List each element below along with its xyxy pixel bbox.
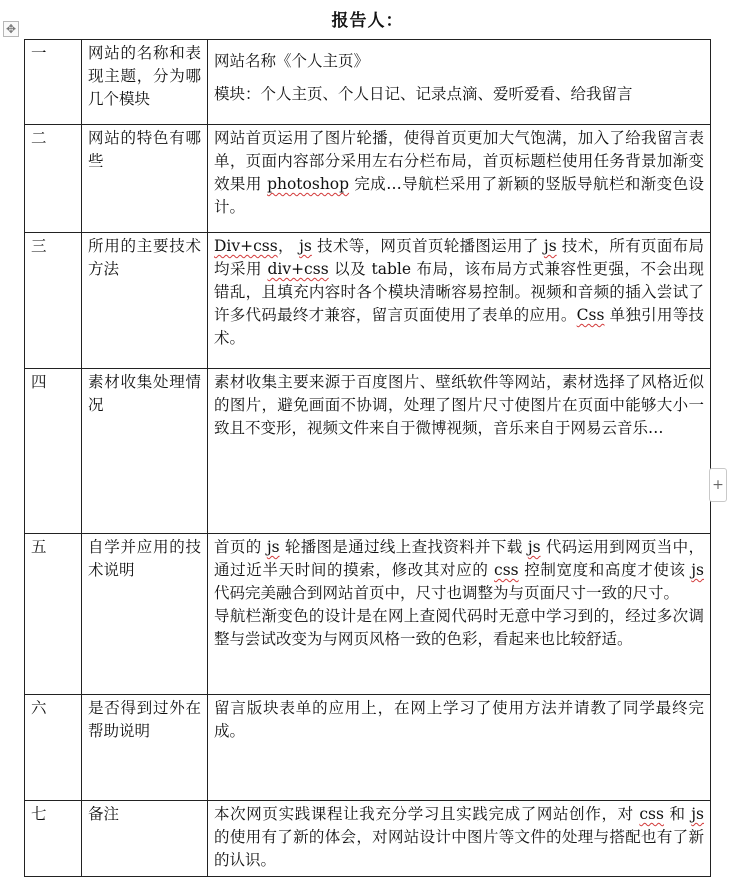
table-row <box>25 534 711 695</box>
report-table <box>24 39 711 877</box>
row-content: 本次网页实践课程让我充分学习且实践完成了网站创作，对 css 和 js 的使用有了新的体会，对网站设计中图片等文件的处理与搭配也有了新的认识。 <box>208 801 711 877</box>
content-paragraph: 模块：个人主页、个人日记、记录点滴、爱听爱看、给我留言 <box>214 85 633 103</box>
row-content: 素材收集主要来源于百度图片、壁纸软件等网站，素材选择了风格近似的图片，避免画面不协调，处理了图片尺寸使图片在页面中能够大小一致且不变形，视频文件来自于微博视频，音乐来自于网易云音乐… <box>208 369 711 534</box>
content-paragraph: 导航栏渐变色的设计是在网上查阅代码时无意中学习到的，经过多次调整与尝试改变为与网页风格一致的色彩，看起来也比较舒适。 <box>214 607 704 648</box>
row-number: 一 <box>25 40 82 125</box>
row-number: 五 <box>25 534 82 695</box>
table-row <box>25 125 711 233</box>
table-row <box>25 233 711 369</box>
table-row <box>25 695 711 801</box>
row-number: 六 <box>25 695 82 801</box>
table-row <box>25 40 711 125</box>
row-content: 留言版块表单的应用上，在网上学习了使用方法并请教了同学最终完成。 <box>208 695 711 801</box>
row-label: 备注 <box>82 801 208 877</box>
row-number: 七 <box>25 801 82 877</box>
row-number: 三 <box>25 233 82 369</box>
row-label: 是否得到过外在帮助说明 <box>82 695 208 801</box>
row-number: 四 <box>25 369 82 534</box>
content-paragraph: 首页的 js 轮播图是通过线上查找资料并下载 js 代码运用到网页当中，通过近半天时间的摸索，修改其对应的 css 控制宽度和高度才使该 js 代码完美融合到网站首页中，尺寸也调整为与页面尺寸一致的尺寸。 <box>214 538 704 602</box>
row-content <box>208 534 711 695</box>
table-row <box>25 369 711 534</box>
row-label: 所用的主要技术方法 <box>82 233 208 369</box>
row-content <box>208 40 711 125</box>
row-label: 网站的名称和表现主题，分为哪几个模块 <box>82 40 208 125</box>
row-number: 二 <box>25 125 82 233</box>
table-row <box>25 801 711 877</box>
row-content: Div+css， js 技术等，网页首页轮播图运用了 js 技术，所有页面布局均采用 div+css 以及 table 布局，该布局方式兼容性更强，不会出现错乱，且填充内容时各个模块清晰容易控制。视频和音频的插入尝试了许多代码最终才兼容，留言页面使用了表单的应用。Css 单独引用等技术。 <box>208 233 711 369</box>
content-paragraph: 网站名称《个人主页》 <box>214 52 370 70</box>
row-label: 自学并应用的技术说明 <box>82 534 208 695</box>
row-label: 网站的特色有哪些 <box>82 125 208 233</box>
table-add-row-icon[interactable]: + <box>709 468 727 502</box>
report-title: 报告人： <box>331 11 404 31</box>
row-label: 素材收集处理情况 <box>82 369 208 534</box>
table-move-icon[interactable]: ✥ <box>3 21 19 37</box>
row-content: 网站首页运用了图片轮播，使得首页更加大气饱满，加入了给我留言表单，页面内容部分采用左右分栏布局，首页标题栏使用任务背景加渐变效果用 photoshop 完成…导航栏采用了新颖的竖版导航栏和渐变色设计。 <box>208 125 711 233</box>
